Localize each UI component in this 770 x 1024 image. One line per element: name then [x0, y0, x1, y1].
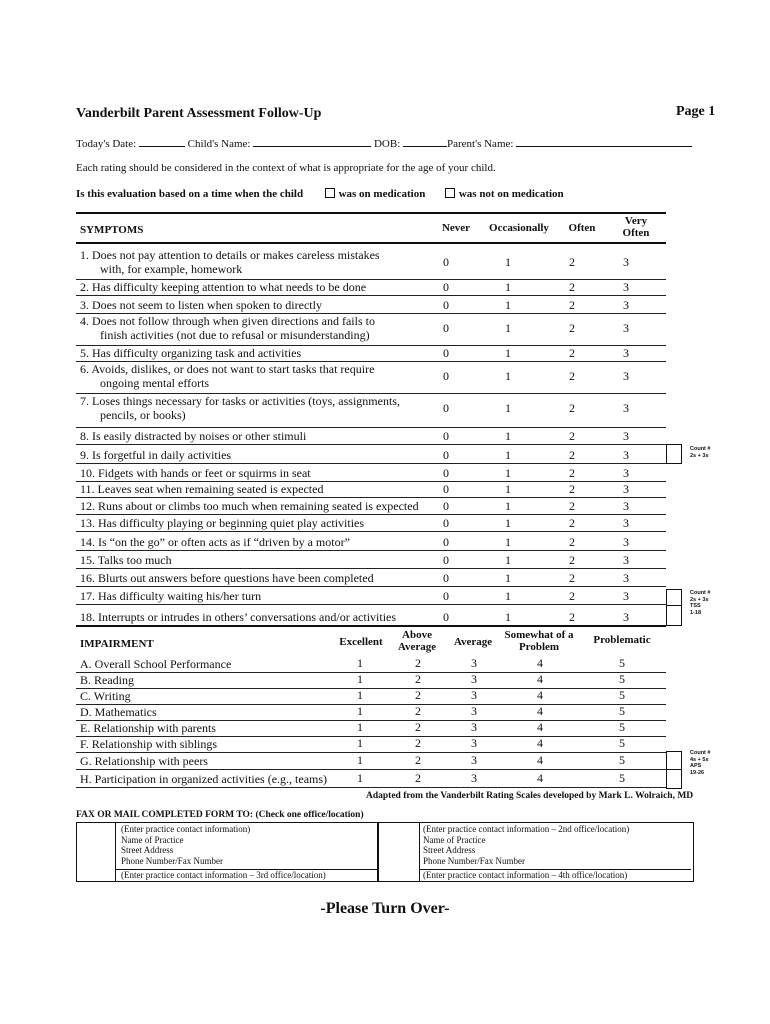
- rating-option[interactable]: 1: [357, 720, 363, 734]
- rating-option[interactable]: 1: [505, 401, 511, 415]
- count-label-line: 19-26: [690, 769, 705, 776]
- impairment-row: [76, 672, 666, 689]
- rating-option[interactable]: 3: [623, 610, 629, 624]
- child-name-label: Child's Name:: [187, 138, 251, 150]
- count-label-line: TSS: [690, 603, 701, 609]
- rating-option[interactable]: 1: [505, 571, 511, 585]
- rating-option[interactable]: 1: [505, 255, 511, 269]
- symptom-label: 8. Is easily distracted by noises or other stimuli: [80, 429, 307, 443]
- rating-option[interactable]: 1: [505, 321, 511, 335]
- rating-option[interactable]: 3: [471, 704, 477, 718]
- info-line: [76, 137, 692, 150]
- rating-option[interactable]: 5: [619, 656, 625, 670]
- symptom-label-cont: ongoing mental efforts: [100, 376, 210, 390]
- symptom-row: [76, 481, 666, 498]
- symptom-row: [76, 550, 666, 569]
- rating-option[interactable]: 3: [623, 321, 629, 335]
- off-medication-label: was not on medication: [458, 188, 564, 200]
- rating-option[interactable]: 1: [505, 448, 511, 462]
- rating-option[interactable]: 3: [623, 589, 629, 603]
- medication-question: [76, 188, 564, 200]
- rating-option[interactable]: 4: [537, 656, 543, 670]
- tss-box[interactable]: [666, 605, 682, 626]
- impairment-label: G. Relationship with peers: [80, 754, 208, 768]
- impairment-label: E. Relationship with parents: [80, 721, 216, 735]
- rating-option[interactable]: 4: [537, 704, 543, 718]
- office-2-info: [423, 824, 629, 866]
- impairment-row: [76, 656, 666, 673]
- rating-option[interactable]: 3: [623, 298, 629, 312]
- symptom-row: [76, 586, 666, 605]
- symptom-label: 6. Avoids, dislikes, or does not want to start tasks that require: [80, 362, 375, 376]
- impairment-row: [76, 704, 666, 721]
- contact-divider: [419, 823, 420, 881]
- impairment-label: F. Relationship with siblings: [80, 737, 218, 751]
- rating-option[interactable]: 1: [505, 280, 511, 294]
- impairment-row: [76, 688, 666, 705]
- rating-option[interactable]: 0: [443, 346, 449, 360]
- rating-option[interactable]: 2: [569, 346, 575, 360]
- rating-option[interactable]: 0: [443, 466, 449, 480]
- rating-option[interactable]: 0: [443, 401, 449, 415]
- rating-option[interactable]: 2: [569, 429, 575, 443]
- symptom-label: 17. Has difficulty waiting his/her turn: [80, 589, 262, 603]
- rating-option[interactable]: 2: [569, 466, 575, 480]
- count-label-line: APS: [690, 763, 702, 769]
- symptom-label: 15. Talks too much: [80, 553, 172, 567]
- symptom-label-cont: with, for example, homework: [100, 262, 243, 276]
- rating-option[interactable]: 2: [415, 736, 421, 750]
- impairment-heading: IMPAIRMENT: [80, 638, 154, 650]
- rating-option[interactable]: 5: [619, 753, 625, 767]
- contact-line: (Enter practice contact information – 2nd office/location): [423, 824, 630, 834]
- rating-option[interactable]: 2: [569, 298, 575, 312]
- dob-field[interactable]: [403, 137, 447, 147]
- impairment-label: B. Reading: [80, 673, 134, 687]
- rating-option[interactable]: 2: [415, 688, 421, 702]
- symptom-row: [76, 313, 666, 346]
- impairment-row: [76, 769, 666, 788]
- count-label-line: 2s + 3s: [690, 596, 709, 603]
- rating-option[interactable]: 0: [443, 535, 449, 549]
- instruction-text: Each rating should be considered in the context of what is appropriate for the age of your child.: [76, 162, 496, 174]
- rating-option[interactable]: 1: [505, 516, 511, 530]
- rating-option[interactable]: 3: [471, 656, 477, 670]
- symptom-row: [76, 361, 666, 394]
- symptom-label: 3. Does not seem to listen when spoken to directly: [80, 298, 322, 312]
- count-box-impairment[interactable]: [666, 751, 682, 771]
- rating-option[interactable]: 3: [623, 499, 629, 513]
- rating-option[interactable]: 3: [623, 553, 629, 567]
- symptom-row: [76, 463, 666, 482]
- symptom-label: 18. Interrupts or intrudes in others’ conversations and/or activities: [80, 610, 397, 624]
- symptom-row: [76, 279, 666, 296]
- rating-option[interactable]: 3: [471, 736, 477, 750]
- rating-option[interactable]: 0: [443, 610, 449, 624]
- rating-option[interactable]: 0: [443, 298, 449, 312]
- symptom-row: [76, 568, 666, 587]
- impairment-top-rule: [76, 625, 666, 627]
- rating-option[interactable]: 1: [505, 610, 511, 624]
- rating-option[interactable]: 4: [537, 771, 543, 785]
- impairment-row: [76, 736, 666, 753]
- office-1-info: [121, 824, 250, 866]
- parent-name-label: Parent's Name:: [447, 138, 514, 150]
- rating-option[interactable]: 1: [505, 369, 511, 383]
- symptom-label: 11. Leaves seat when remaining seated is expected: [80, 482, 324, 496]
- impairment-label: C. Writing: [80, 689, 131, 703]
- rating-option[interactable]: 2: [569, 369, 575, 383]
- rating-option[interactable]: 2: [569, 516, 575, 530]
- rating-option[interactable]: 5: [619, 672, 625, 686]
- rating-option[interactable]: 3: [471, 771, 477, 785]
- rating-option[interactable]: 5: [619, 736, 625, 750]
- impairment-label: A. Overall School Performance: [80, 657, 232, 671]
- on-medication-label: was on medication: [338, 188, 426, 200]
- rating-option[interactable]: 3: [623, 516, 629, 530]
- on-medication-checkbox[interactable]: [325, 188, 335, 198]
- office-3-check[interactable]: [77, 870, 115, 881]
- symptom-label: 9. Is forgetful in daily activities: [80, 448, 232, 462]
- rating-option[interactable]: 5: [619, 704, 625, 718]
- rating-option[interactable]: 1: [357, 771, 363, 785]
- rating-option[interactable]: 2: [415, 656, 421, 670]
- rating-option[interactable]: 0: [443, 499, 449, 513]
- symptom-row: [76, 295, 666, 314]
- symptom-row: [76, 247, 666, 280]
- col-never: Never: [441, 222, 471, 234]
- rating-option[interactable]: 2: [569, 610, 575, 624]
- rating-option[interactable]: 1: [505, 346, 511, 360]
- rating-option[interactable]: 1: [505, 482, 511, 496]
- date-label: Today's Date:: [76, 138, 137, 150]
- rating-option[interactable]: 1: [505, 589, 511, 603]
- rating-option[interactable]: 0: [443, 255, 449, 269]
- contact-line: Phone Number/Fax Number: [121, 855, 223, 866]
- contact-line: Street Address: [121, 845, 174, 855]
- rating-option[interactable]: 3: [623, 482, 629, 496]
- rating-option[interactable]: 4: [537, 720, 543, 734]
- rating-option[interactable]: 4: [537, 672, 543, 686]
- impairment-label: D. Mathematics: [80, 705, 157, 719]
- count-label-line: Count #: [690, 446, 711, 452]
- col-above-average: Above Average: [397, 629, 437, 653]
- rating-option[interactable]: 4: [537, 688, 543, 702]
- office-4-info: (Enter practice contact information – 4th office/location): [423, 870, 628, 880]
- symptom-row: [76, 497, 666, 515]
- contact-divider: [115, 823, 116, 881]
- symptom-label: 16. Blurts out answers before questions have been completed: [80, 571, 374, 585]
- count-label-line: Count #: [690, 750, 711, 756]
- symptom-row: [76, 345, 666, 362]
- rating-option[interactable]: 0: [443, 571, 449, 585]
- symptoms-top-rule: [76, 212, 666, 214]
- dob-label: DOB:: [373, 138, 401, 150]
- rating-option[interactable]: 2: [569, 499, 575, 513]
- symptom-label: 12. Runs about or climbs too much when remaining seated is expected: [80, 499, 419, 513]
- rating-option[interactable]: 2: [569, 401, 575, 415]
- symptom-row: [76, 444, 666, 464]
- rating-option[interactable]: 2: [569, 482, 575, 496]
- rating-option[interactable]: 2: [569, 255, 575, 269]
- rating-option[interactable]: 3: [623, 401, 629, 415]
- symptom-label-cont: pencils, or books): [100, 408, 186, 422]
- count-box-inattentive[interactable]: [666, 444, 682, 464]
- rating-option[interactable]: 2: [415, 753, 421, 767]
- rating-option[interactable]: 0: [443, 448, 449, 462]
- count-box-impairment-label: [690, 750, 710, 776]
- rating-option[interactable]: 3: [623, 255, 629, 269]
- aps-box[interactable]: [666, 769, 682, 789]
- rating-option[interactable]: 1: [357, 704, 363, 718]
- symptom-row: [76, 531, 666, 551]
- form-title: Vanderbilt Parent Assessment Follow-Up: [76, 106, 322, 121]
- col-problematic: Problematic: [593, 634, 651, 646]
- rating-option[interactable]: 1: [505, 553, 511, 567]
- rating-option[interactable]: 3: [623, 535, 629, 549]
- rating-option[interactable]: 4: [537, 753, 543, 767]
- child-name-field[interactable]: [253, 137, 371, 147]
- col-very-often: Very Often: [622, 215, 650, 239]
- col-somewhat-problem: Somewhat of a Problem: [504, 629, 574, 653]
- col-excellent: Excellent: [339, 636, 383, 648]
- rating-option[interactable]: 1: [357, 656, 363, 670]
- rating-option[interactable]: 1: [505, 298, 511, 312]
- rating-option[interactable]: 0: [443, 589, 449, 603]
- rating-option[interactable]: 1: [505, 466, 511, 480]
- rating-option[interactable]: 3: [623, 448, 629, 462]
- symptom-label: 14. Is “on the go” or often acts as if “driven by a motor”: [80, 535, 350, 549]
- impairment-row: [76, 752, 666, 770]
- rating-option[interactable]: 3: [623, 346, 629, 360]
- rating-option[interactable]: 2: [569, 553, 575, 567]
- rating-option[interactable]: 2: [569, 589, 575, 603]
- rating-option[interactable]: 2: [569, 321, 575, 335]
- symptoms-header-rule: [76, 242, 666, 244]
- rating-option[interactable]: 2: [415, 672, 421, 686]
- rating-option[interactable]: 5: [619, 771, 625, 785]
- rating-option[interactable]: 0: [443, 280, 449, 294]
- rating-option[interactable]: 2: [569, 448, 575, 462]
- rating-option[interactable]: 2: [415, 704, 421, 718]
- medication-question-text: Is this evaluation based on a time when the child: [76, 188, 304, 200]
- col-average: Average: [453, 636, 493, 648]
- symptoms-heading: SYMPTOMS: [80, 224, 144, 236]
- date-field[interactable]: [139, 137, 185, 147]
- office-3-info: (Enter practice contact information – 3rd office/location): [121, 870, 326, 880]
- rating-option[interactable]: 1: [505, 535, 511, 549]
- off-medication-checkbox[interactable]: [445, 188, 455, 198]
- contact-table: [76, 822, 694, 882]
- symptom-label-cont: finish activities (not due to refusal or misunderstanding): [100, 328, 370, 342]
- symptom-label: 13. Has difficulty playing or beginning quiet play activities: [80, 516, 365, 530]
- symptom-label: 5. Has difficulty organizing task and activities: [80, 346, 302, 360]
- count-label-line: Count #: [690, 590, 711, 596]
- contact-line: Name of Practice: [121, 834, 184, 845]
- contact-line: (Enter practice contact information): [121, 824, 251, 834]
- impairment-row: [76, 720, 666, 737]
- symptom-row: [76, 514, 666, 532]
- impairment-label: H. Participation in organized activities (e.g., teams): [80, 772, 328, 786]
- symptom-row: [76, 604, 666, 626]
- rating-option[interactable]: 0: [443, 369, 449, 383]
- rating-option[interactable]: 3: [471, 672, 477, 686]
- count-label-line: 4s + 5s: [690, 756, 709, 763]
- rating-option[interactable]: 1: [357, 736, 363, 750]
- rating-option[interactable]: 2: [569, 535, 575, 549]
- rating-option[interactable]: 2: [569, 280, 575, 294]
- contact-line: Street Address: [423, 845, 476, 855]
- rating-option[interactable]: 3: [623, 429, 629, 443]
- col-occasionally: Occasionally: [489, 222, 549, 234]
- rating-option[interactable]: 1: [357, 753, 363, 767]
- count-box-hyperactive-label: [690, 590, 710, 616]
- col-often: Often: [568, 222, 596, 234]
- contact-line: Name of Practice: [423, 834, 486, 845]
- rating-option[interactable]: 1: [505, 429, 511, 443]
- symptom-label: 4. Does not follow through when given directions and fails to: [80, 314, 375, 328]
- count-box-inattentive-label: [690, 446, 710, 459]
- rating-option[interactable]: 1: [505, 499, 511, 513]
- rating-option[interactable]: 0: [443, 516, 449, 530]
- rating-option[interactable]: 3: [623, 280, 629, 294]
- credit-line: Adapted from the Vanderbilt Rating Scales developed by Mark L. Wolraich, MD: [366, 791, 694, 801]
- rating-option[interactable]: 3: [471, 753, 477, 767]
- rating-option[interactable]: 0: [443, 482, 449, 496]
- rating-option[interactable]: 2: [415, 771, 421, 785]
- rating-option[interactable]: 3: [623, 571, 629, 585]
- rating-option[interactable]: 3: [471, 688, 477, 702]
- rating-option[interactable]: 1: [357, 672, 363, 686]
- rating-option[interactable]: 5: [619, 720, 625, 734]
- rating-option[interactable]: 5: [619, 688, 625, 702]
- rating-option[interactable]: 2: [569, 571, 575, 585]
- count-label-line: 1-18: [690, 609, 702, 616]
- page-number: Page 1: [676, 104, 716, 119]
- symptom-label: 7. Loses things necessary for tasks or activities (toys, assignments,: [80, 394, 400, 408]
- rating-option[interactable]: 3: [623, 466, 629, 480]
- rating-option[interactable]: 4: [537, 736, 543, 750]
- rating-option[interactable]: 0: [443, 553, 449, 567]
- rating-option[interactable]: 0: [443, 321, 449, 335]
- office-1-check[interactable]: [77, 823, 115, 869]
- rating-option[interactable]: 3: [471, 720, 477, 734]
- rating-option[interactable]: 3: [623, 369, 629, 383]
- office-4-check[interactable]: [377, 870, 419, 881]
- symptom-label: 2. Has difficulty keeping attention to what needs to be done: [80, 280, 367, 294]
- symptom-row: [76, 427, 666, 445]
- rating-option[interactable]: 1: [357, 688, 363, 702]
- symptom-label: 1. Does not pay attention to details or makes careless mistakes: [80, 248, 380, 262]
- rating-option[interactable]: 2: [415, 720, 421, 734]
- symptom-row: [76, 393, 666, 428]
- contact-line: Phone Number/Fax Number: [423, 855, 525, 866]
- symptom-label: 10. Fidgets with hands or feet or squirms in seat: [80, 466, 311, 480]
- contact-heading: FAX OR MAIL COMPLETED FORM TO: (Check one office/location): [76, 810, 364, 820]
- parent-name-field[interactable]: [516, 137, 692, 147]
- office-2-check[interactable]: [377, 823, 419, 869]
- rating-option[interactable]: 0: [443, 429, 449, 443]
- count-label-line: 2s + 3s: [690, 452, 709, 459]
- turn-over-note: -Please Turn Over-: [320, 900, 450, 917]
